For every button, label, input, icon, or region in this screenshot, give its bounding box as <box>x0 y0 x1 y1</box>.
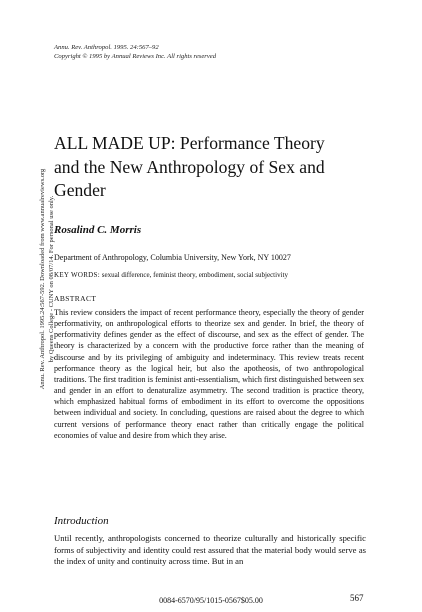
download-notice-line-1: Annu. Rev. Anthropol. 1995.24:567-592. Downloaded from www.annualreviews.org <box>39 168 46 390</box>
copyright-notice: Copyright © 1995 by Annual Reviews Inc. All rights reserved <box>54 52 217 60</box>
journal-header <box>54 44 216 61</box>
section-heading-introduction: Introduction <box>54 515 109 527</box>
keywords-list: sexual difference, feminist theory, embodiment, social subjectivity <box>101 271 288 279</box>
abstract-text: This review considers the impact of recent performance theory, especially the theory of gender performativity, on anthropological efforts to theorize sex and gender. In brief, the theory of performativity defines gender as the effect of discourse, and sex as the effect of gender. The theory is characterized by a concern with the productive force rather than the meaning of discourse and by its privileging of ambiguity and indeterminacy. This review treats recent performance theory as the logical heir, but also the apotheosis, of two anthropological traditions. The first tradition is feminist anti-essentialism, which first distinguished between sex and gender in an effort to denaturalize asymmetry. The second tradition is practice theory, which emphasized habitual forms of embodiment in its effort to overcome the oppositions between individual and society. In concluding, questions are raised about the degree to which current versions of performance theory enact rather than critically engage the political economies of value and desire from which they arise. <box>54 308 364 440</box>
author-name: Rosalind C. Morris <box>54 224 142 236</box>
page-number: 567 <box>350 593 364 603</box>
keywords-label: KEY WORDS: <box>54 271 100 279</box>
journal-citation: Annu. Rev. Anthropol. 1995. 24:567–92 <box>54 44 159 51</box>
introduction-text: Until recently, anthropologists concerned to theorize culturally and historically specific forms of subjectivity and identity could rest assured that the material body would serve as the index of unity and continuity across time. But in an <box>54 533 366 567</box>
download-notice-line-2: by Queens College - CUNY on 08/07/14. For personal use only. <box>48 195 55 363</box>
keywords <box>54 271 288 279</box>
title-line-3: Gender <box>54 180 106 200</box>
title-line-1: ALL MADE UP: Performance Theory <box>54 133 325 153</box>
footer-fee-code: 0084-6570/95/1015-0567$05.00 <box>159 596 263 605</box>
title-line-2: and the New Anthropology of Sex and <box>54 156 325 177</box>
author-affiliation: Department of Anthropology, Columbia University, New York, NY 10027 <box>54 253 291 262</box>
abstract-heading: ABSTRACT <box>54 294 97 303</box>
article-title <box>54 132 384 203</box>
